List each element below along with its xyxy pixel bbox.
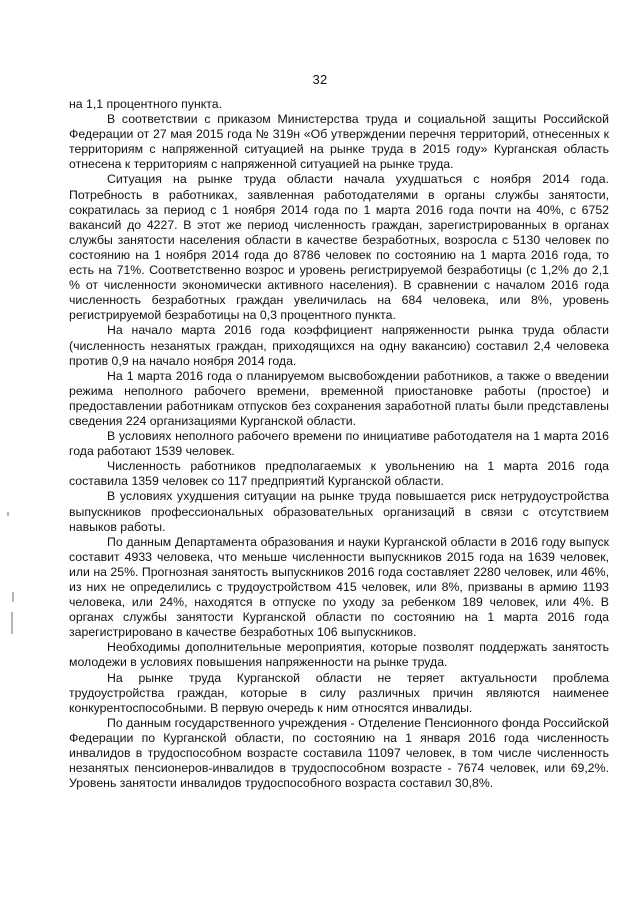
page-number: 32 bbox=[312, 72, 328, 87]
paragraph-pension-fund-data: По данным государственного учреждения - Отделение Пенсионного фонда Российской Федерации по Курганской области, по состоянию на 1 января 2016 года численность инвалидов в трудоспособном возрасте составила 11097 человек, в том числе численность незанятых пенсионеров-инвалидов в трудоспособном возрасте - 7674 человек, или 69,2%. Уровень занятости инвалидов трудоспособного возраста составил 30,8%. bbox=[69, 715, 609, 791]
paragraph-graduate-risk: В условиях ухудшения ситуации на рынке труда повышается риск нетрудоустройства выпускников профессиональных образовательных организаций в связи с отсутствием навыков работы. bbox=[69, 489, 609, 534]
paragraph-graduate-statistics: По данным Департамента образования и науки Курганской области в 2016 году выпуск составит 4933 человека, что меньше численности выпускников 2015 года на 1639 человек, или на 25%. Прогнозная занятость выпускников 2016 года составляет 2280 человек, или 46%, из них не определились с трудоустройством 415 человек, или 8%, призваны в армию 1193 человека, или 24%, находятся в отпуске по уходу за ребенком 189 человек, или 4%. В органах службы занятости Курганской области по состоянию на 1 марта 2016 года зарегистрировано в качестве безработных 106 выпускников. bbox=[69, 534, 609, 640]
scan-artifact bbox=[7, 512, 9, 516]
paragraph-tension-coefficient: На начало марта 2016 года коэффициент напряженности рынка труда области (численность незанятых граждан, приходящихся на одну вакансию) составил 2,4 человека против 0,9 на начало ноября 2014 года. bbox=[69, 323, 609, 368]
page-body bbox=[69, 97, 609, 791]
scan-artifact bbox=[11, 612, 13, 634]
paragraph-planned-layoffs: На 1 марта 2016 года о планируемом высвобождении работников, а также о введении режима неполного рабочего времени, временной приостановке работы (простое) и предоставлении работникам отпусков без сохранения заработной платы были представлены сведения 224 организациями Курганской области. bbox=[69, 368, 609, 428]
paragraph-additional-measures: Необходимы дополнительные мероприятия, которые позволят поддержать занятость молодежи в условиях повышения напряженности на рынке труда. bbox=[69, 640, 609, 670]
paragraph-labor-market-situation: Ситуация на рынке труда области начала ухудшаться с ноября 2014 года. Потребность в работниках, заявленная работодателями в органы службы занятости, сократилась за период с 1 ноября 2014 года по 1 марта 2016 года почти на 40%, с 6752 вакансий до 4227. В этот же период численность граждан, зарегистрированных в органах службы занятости населения области в качестве безработных, возросла с 5130 человек по состоянию на 1 ноября 2014 года до 8786 человек по состоянию на 1 марта 2016 года, то есть на 71%. Соответственно возрос и уровень регистрируемой безработицы (с 1,2% до 2,1 % от численности экономически активного населения). В сравнении с началом 2016 года численность безработных граждан увеличилась на 684 человека, или 8%, уровень регистрируемой безработицы на 0,3 процентного пункта. bbox=[69, 172, 609, 323]
paragraph-continuation: на 1,1 процентного пункта. bbox=[69, 97, 223, 111]
paragraph-disabled-employment-problem: На рынке труда Курганской области не теряет актуальности проблема трудоустройства граждан, которые в силу различных причин являются наименее конкурентоспособными. В первую очередь к ним относятся инвалиды. bbox=[69, 670, 609, 715]
paragraph-part-time-work: В условиях неполного рабочего времени по инициативе работодателя на 1 марта 2016 года работают 1539 человек. bbox=[69, 429, 609, 459]
scan-artifact bbox=[12, 592, 14, 602]
paragraph-ministry-order: В соответствии с приказом Министерства труда и социальной защиты Российской Федерации от 27 мая 2015 года № 319н «Об утверждении перечня территорий, отнесенных к территориям с напряженной ситуацией на рынке труда в 2015 году» Курганская область отнесена к территориям с напряженной ситуацией на рынке труда. bbox=[69, 112, 609, 172]
paragraph-dismissal-count: Численность работников предполагаемых к увольнению на 1 марта 2016 года составила 1359 человек со 117 предприятий Курганской области. bbox=[69, 459, 609, 489]
